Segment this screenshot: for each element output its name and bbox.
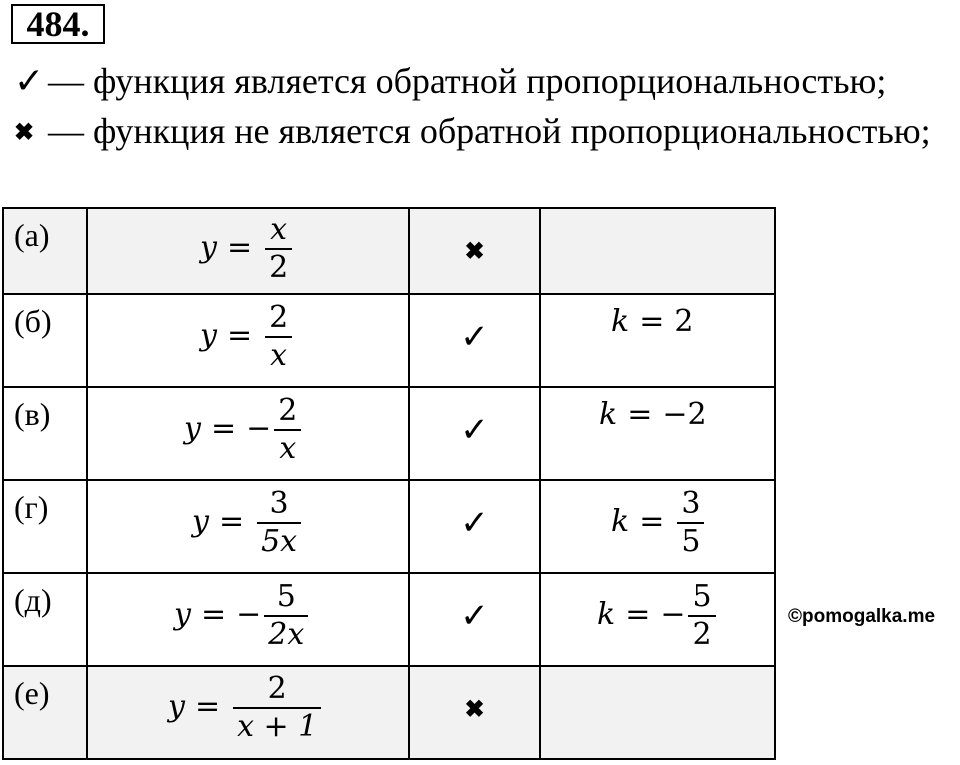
k-cell [540, 387, 775, 480]
function-formula: y = $\frac{2}{x + 1}$ [168, 671, 324, 745]
row-label-cell [3, 208, 87, 294]
mark-cell [409, 294, 540, 387]
row-label: (б) [14, 303, 52, 339]
legend-cross-line [14, 110, 931, 154]
row-label-cell [3, 387, 87, 480]
fraction: $\frac{5}{2}$ [688, 579, 715, 653]
row-label-cell [3, 294, 87, 387]
function-cell [87, 208, 409, 294]
fraction: $\frac{3}{5}$ [677, 486, 704, 560]
table-row [3, 387, 775, 480]
k-cell [540, 480, 775, 573]
fraction: $\frac{3}{5x}$ [257, 486, 301, 560]
cross-icon: ✖ [464, 697, 485, 723]
function-formula: y = − $\frac{5}{2x}$ [174, 579, 311, 653]
check-icon: ✓ [460, 319, 489, 356]
k-cell [540, 666, 775, 759]
mark-cell [409, 480, 540, 573]
function-cell [87, 294, 409, 387]
k-cell [540, 573, 775, 666]
mark-cell [409, 666, 540, 759]
function-formula: y = $\frac{3}{5x}$ [192, 486, 304, 560]
function-formula: y = − $\frac{2}{x}$ [184, 393, 304, 467]
mark-cell [409, 208, 540, 294]
function-cell [87, 573, 409, 666]
fraction: $\frac{2}{x}$ [265, 300, 292, 374]
function-formula: y = $\frac{2}{x}$ [200, 300, 295, 374]
row-label-cell [3, 573, 87, 666]
fraction: $\frac{2}{x + 1}$ [233, 671, 321, 745]
row-label: (в) [14, 396, 51, 432]
problem-number: 484. [11, 4, 105, 44]
k-cell [540, 208, 775, 294]
row-label: (д) [14, 582, 52, 618]
row-label: (е) [14, 675, 50, 711]
fraction: $\frac{x}{2}$ [265, 212, 292, 286]
row-label-cell [3, 480, 87, 573]
function-cell [87, 387, 409, 480]
check-icon: ✓ [460, 505, 489, 542]
fraction: $\frac{2}{x}$ [274, 393, 301, 467]
row-label: (а) [14, 217, 50, 253]
table-row [3, 666, 775, 759]
row-label-cell [3, 666, 87, 759]
cross-icon: ✖ [14, 120, 35, 146]
fraction: $\frac{5}{2x}$ [264, 579, 308, 653]
table-row [3, 208, 775, 294]
mark-cell [409, 573, 540, 666]
k-formula: k = $\frac{3}{5}$ [611, 486, 707, 560]
legend-check-text: — функция является обратной пропорциональностью; [48, 61, 887, 101]
function-cell [87, 666, 409, 759]
legend-cross-text: — функция не является обратной пропорциональностью; [48, 111, 931, 151]
check-icon: ✓ [14, 61, 45, 101]
row-label: (г) [14, 489, 49, 525]
k-cell [540, 294, 775, 387]
watermark: ©pomogalka.me [788, 606, 936, 627]
cross-icon: ✖ [464, 239, 485, 265]
k-formula: k = −2 [599, 397, 707, 432]
k-formula: k = 2 [611, 304, 694, 339]
answer-table [2, 207, 776, 760]
table-row [3, 480, 775, 573]
k-formula: k = − $\frac{5}{2}$ [597, 579, 719, 653]
function-formula: y = $\frac{x}{2}$ [200, 212, 295, 286]
function-cell [87, 480, 409, 573]
legend-check-line [14, 60, 886, 102]
table-row [3, 294, 775, 387]
table-row [3, 573, 775, 666]
mark-cell [409, 387, 540, 480]
check-icon: ✓ [460, 598, 489, 635]
check-icon: ✓ [460, 412, 489, 449]
